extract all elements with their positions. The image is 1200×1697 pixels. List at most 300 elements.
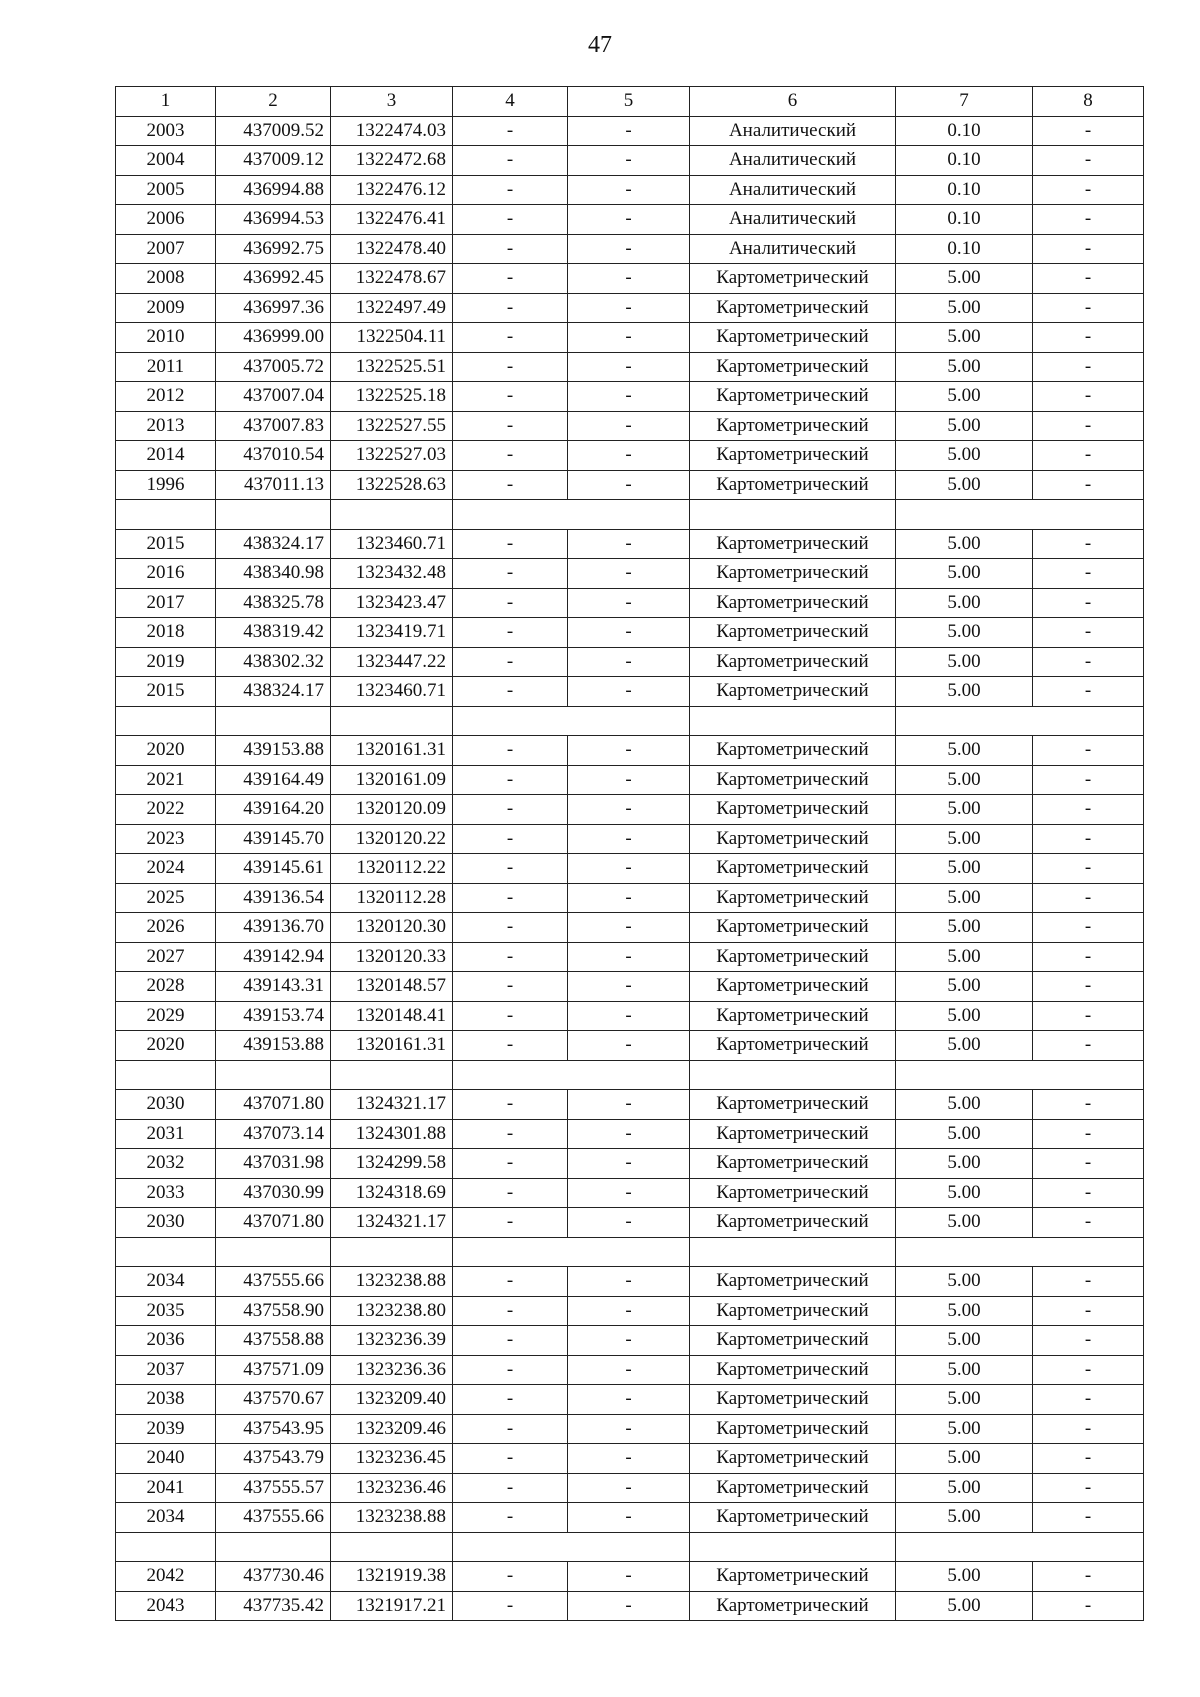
point-number-cell: 2011 <box>116 352 216 382</box>
method-cell: Картометрический <box>690 618 896 648</box>
col8-cell: - <box>1033 1414 1144 1444</box>
x-coordinate-cell: 437570.67 <box>216 1385 331 1415</box>
point-number-cell: 2036 <box>116 1326 216 1356</box>
col5-cell: - <box>568 1503 690 1533</box>
col5-cell: - <box>568 323 690 353</box>
col5-cell: - <box>568 1149 690 1179</box>
point-number-cell: 2015 <box>116 677 216 707</box>
x-coordinate-cell: 439153.88 <box>216 736 331 766</box>
y-coordinate-cell: 1321919.38 <box>331 1562 453 1592</box>
point-number-cell: 2037 <box>116 1355 216 1385</box>
table-row <box>116 529 1144 559</box>
col4-cell: - <box>453 559 568 589</box>
col8-cell: - <box>1033 1562 1144 1592</box>
method-cell: Картометрический <box>690 765 896 795</box>
col5-cell: - <box>568 1031 690 1061</box>
col4-cell: - <box>453 146 568 176</box>
table-row <box>116 824 1144 854</box>
x-coordinate-cell: 438325.78 <box>216 588 331 618</box>
method-cell: Картометрический <box>690 293 896 323</box>
table-row <box>116 146 1144 176</box>
y-coordinate-cell: 1321917.21 <box>331 1591 453 1621</box>
x-coordinate-cell: 439153.88 <box>216 1031 331 1061</box>
col8-cell: - <box>1033 1090 1144 1120</box>
table-row <box>116 1385 1144 1415</box>
accuracy-cell: 5.00 <box>896 1031 1033 1061</box>
x-coordinate-cell: 437558.90 <box>216 1296 331 1326</box>
x-coordinate-cell: 437071.80 <box>216 1208 331 1238</box>
y-coordinate-cell: 1324318.69 <box>331 1178 453 1208</box>
col8-cell: - <box>1033 234 1144 264</box>
col8-cell: - <box>1033 824 1144 854</box>
point-number-cell: 2015 <box>116 529 216 559</box>
col4-cell: - <box>453 765 568 795</box>
col4-cell: - <box>453 1119 568 1149</box>
method-cell: Картометрический <box>690 1503 896 1533</box>
col5-cell: - <box>568 1090 690 1120</box>
x-coordinate-cell: 439164.20 <box>216 795 331 825</box>
x-coordinate-cell: 439153.74 <box>216 1001 331 1031</box>
col4-cell: - <box>453 441 568 471</box>
method-cell: Картометрический <box>690 1385 896 1415</box>
col4-cell: - <box>453 1355 568 1385</box>
accuracy-cell: 5.00 <box>896 647 1033 677</box>
col4-cell: - <box>453 1090 568 1120</box>
y-coordinate-cell: 1323236.46 <box>331 1473 453 1503</box>
y-coordinate-cell: 1320112.28 <box>331 883 453 913</box>
x-coordinate-cell: 439136.54 <box>216 883 331 913</box>
y-coordinate-cell: 1320120.09 <box>331 795 453 825</box>
method-cell: Картометрический <box>690 1562 896 1592</box>
method-cell: Картометрический <box>690 441 896 471</box>
col8-cell: - <box>1033 1149 1144 1179</box>
table-row <box>116 677 1144 707</box>
point-number-cell: 2020 <box>116 736 216 766</box>
table-row <box>116 470 1144 500</box>
accuracy-cell: 5.00 <box>896 1119 1033 1149</box>
method-cell: Картометрический <box>690 913 896 943</box>
col4-cell: - <box>453 1414 568 1444</box>
col5-cell: - <box>568 1178 690 1208</box>
table-row <box>116 1444 1144 1474</box>
point-number-cell: 2016 <box>116 559 216 589</box>
table-row <box>116 323 1144 353</box>
accuracy-cell: 5.00 <box>896 1591 1033 1621</box>
col4-cell: - <box>453 677 568 707</box>
empty-cell <box>453 1060 690 1090</box>
empty-cell <box>331 706 453 736</box>
x-coordinate-cell: 436997.36 <box>216 293 331 323</box>
method-cell: Картометрический <box>690 470 896 500</box>
col8-cell: - <box>1033 765 1144 795</box>
separator-row <box>116 1237 1144 1267</box>
col4-cell: - <box>453 1385 568 1415</box>
y-coordinate-cell: 1323238.80 <box>331 1296 453 1326</box>
table-row <box>116 1001 1144 1031</box>
point-number-cell: 2008 <box>116 264 216 294</box>
method-cell: Картометрический <box>690 942 896 972</box>
empty-cell <box>690 1060 896 1090</box>
table-row <box>116 942 1144 972</box>
table-row <box>116 264 1144 294</box>
y-coordinate-cell: 1322527.55 <box>331 411 453 441</box>
col8-cell: - <box>1033 972 1144 1002</box>
table-row <box>116 618 1144 648</box>
col4-cell: - <box>453 1267 568 1297</box>
point-number-cell: 2033 <box>116 1178 216 1208</box>
method-cell: Аналитический <box>690 205 896 235</box>
point-number-cell: 2029 <box>116 1001 216 1031</box>
table-row <box>116 352 1144 382</box>
accuracy-cell: 0.10 <box>896 175 1033 205</box>
y-coordinate-cell: 1323209.40 <box>331 1385 453 1415</box>
accuracy-cell: 5.00 <box>896 942 1033 972</box>
method-cell: Картометрический <box>690 1414 896 1444</box>
table-row <box>116 1267 1144 1297</box>
empty-cell <box>453 706 690 736</box>
col8-cell: - <box>1033 411 1144 441</box>
point-number-cell: 2012 <box>116 382 216 412</box>
x-coordinate-cell: 438340.98 <box>216 559 331 589</box>
col8-cell: - <box>1033 1208 1144 1238</box>
x-coordinate-cell: 437543.95 <box>216 1414 331 1444</box>
accuracy-cell: 5.00 <box>896 824 1033 854</box>
point-number-cell: 2034 <box>116 1267 216 1297</box>
y-coordinate-cell: 1322478.40 <box>331 234 453 264</box>
empty-cell <box>331 1532 453 1562</box>
col8-cell: - <box>1033 1001 1144 1031</box>
method-cell: Картометрический <box>690 795 896 825</box>
col8-cell: - <box>1033 116 1144 146</box>
y-coordinate-cell: 1323460.71 <box>331 677 453 707</box>
point-number-cell: 2031 <box>116 1119 216 1149</box>
point-number-cell: 1996 <box>116 470 216 500</box>
x-coordinate-cell: 437005.72 <box>216 352 331 382</box>
col4-cell: - <box>453 175 568 205</box>
point-number-cell: 2024 <box>116 854 216 884</box>
col8-cell: - <box>1033 1296 1144 1326</box>
table-row <box>116 175 1144 205</box>
point-number-cell: 2030 <box>116 1090 216 1120</box>
col5-cell: - <box>568 588 690 618</box>
col8-cell: - <box>1033 647 1144 677</box>
table-row <box>116 1296 1144 1326</box>
point-number-cell: 2004 <box>116 146 216 176</box>
col5-cell: - <box>568 1562 690 1592</box>
method-cell: Аналитический <box>690 116 896 146</box>
accuracy-cell: 5.00 <box>896 352 1033 382</box>
y-coordinate-cell: 1323460.71 <box>331 529 453 559</box>
point-number-cell: 2027 <box>116 942 216 972</box>
y-coordinate-cell: 1320161.31 <box>331 736 453 766</box>
point-number-cell: 2034 <box>116 1503 216 1533</box>
point-number-cell: 2021 <box>116 765 216 795</box>
method-cell: Картометрический <box>690 529 896 559</box>
y-coordinate-cell: 1322474.03 <box>331 116 453 146</box>
table-header-row <box>116 87 1144 117</box>
y-coordinate-cell: 1320120.22 <box>331 824 453 854</box>
y-coordinate-cell: 1320120.30 <box>331 913 453 943</box>
x-coordinate-cell: 438302.32 <box>216 647 331 677</box>
accuracy-cell: 5.00 <box>896 1267 1033 1297</box>
accuracy-cell: 0.10 <box>896 205 1033 235</box>
y-coordinate-cell: 1322478.67 <box>331 264 453 294</box>
x-coordinate-cell: 437735.42 <box>216 1591 331 1621</box>
column-header: 4 <box>453 87 568 117</box>
col4-cell: - <box>453 824 568 854</box>
empty-cell <box>453 1237 690 1267</box>
method-cell: Аналитический <box>690 146 896 176</box>
separator-row <box>116 1532 1144 1562</box>
col4-cell: - <box>453 913 568 943</box>
point-number-cell: 2020 <box>116 1031 216 1061</box>
y-coordinate-cell: 1323209.46 <box>331 1414 453 1444</box>
x-coordinate-cell: 437007.04 <box>216 382 331 412</box>
table-row <box>116 883 1144 913</box>
x-coordinate-cell: 437555.66 <box>216 1267 331 1297</box>
method-cell: Картометрический <box>690 559 896 589</box>
col4-cell: - <box>453 1326 568 1356</box>
empty-cell <box>216 1532 331 1562</box>
point-number-cell: 2043 <box>116 1591 216 1621</box>
accuracy-cell: 5.00 <box>896 1326 1033 1356</box>
col4-cell: - <box>453 883 568 913</box>
col5-cell: - <box>568 205 690 235</box>
empty-cell <box>331 1237 453 1267</box>
col4-cell: - <box>453 411 568 441</box>
y-coordinate-cell: 1322497.49 <box>331 293 453 323</box>
table-row <box>116 1149 1144 1179</box>
point-number-cell: 2030 <box>116 1208 216 1238</box>
y-coordinate-cell: 1323419.71 <box>331 618 453 648</box>
col4-cell: - <box>453 1473 568 1503</box>
x-coordinate-cell: 439143.31 <box>216 972 331 1002</box>
method-cell: Картометрический <box>690 1355 896 1385</box>
col5-cell: - <box>568 1208 690 1238</box>
col8-cell: - <box>1033 795 1144 825</box>
col4-cell: - <box>453 293 568 323</box>
y-coordinate-cell: 1322476.41 <box>331 205 453 235</box>
column-header: 1 <box>116 87 216 117</box>
x-coordinate-cell: 437009.52 <box>216 116 331 146</box>
method-cell: Картометрический <box>690 854 896 884</box>
accuracy-cell: 5.00 <box>896 1385 1033 1415</box>
method-cell: Картометрический <box>690 1591 896 1621</box>
accuracy-cell: 5.00 <box>896 1149 1033 1179</box>
table-row <box>116 588 1144 618</box>
col8-cell: - <box>1033 264 1144 294</box>
accuracy-cell: 5.00 <box>896 588 1033 618</box>
col8-cell: - <box>1033 913 1144 943</box>
column-header: 8 <box>1033 87 1144 117</box>
table-row <box>116 116 1144 146</box>
col5-cell: - <box>568 854 690 884</box>
x-coordinate-cell: 436999.00 <box>216 323 331 353</box>
point-number-cell: 2005 <box>116 175 216 205</box>
accuracy-cell: 5.00 <box>896 1473 1033 1503</box>
point-number-cell: 2023 <box>116 824 216 854</box>
col8-cell: - <box>1033 883 1144 913</box>
y-coordinate-cell: 1320148.41 <box>331 1001 453 1031</box>
col4-cell: - <box>453 1591 568 1621</box>
y-coordinate-cell: 1322525.18 <box>331 382 453 412</box>
col5-cell: - <box>568 234 690 264</box>
method-cell: Картометрический <box>690 736 896 766</box>
accuracy-cell: 5.00 <box>896 1503 1033 1533</box>
point-number-cell: 2028 <box>116 972 216 1002</box>
table-row <box>116 913 1144 943</box>
empty-cell <box>116 706 216 736</box>
point-number-cell: 2039 <box>116 1414 216 1444</box>
col5-cell: - <box>568 677 690 707</box>
method-cell: Картометрический <box>690 1444 896 1474</box>
method-cell: Картометрический <box>690 1031 896 1061</box>
y-coordinate-cell: 1323236.39 <box>331 1326 453 1356</box>
accuracy-cell: 5.00 <box>896 677 1033 707</box>
col5-cell: - <box>568 795 690 825</box>
point-number-cell: 2014 <box>116 441 216 471</box>
x-coordinate-cell: 437030.99 <box>216 1178 331 1208</box>
point-number-cell: 2019 <box>116 647 216 677</box>
col5-cell: - <box>568 736 690 766</box>
table-row <box>116 854 1144 884</box>
accuracy-cell: 5.00 <box>896 736 1033 766</box>
empty-cell <box>896 1060 1144 1090</box>
col4-cell: - <box>453 234 568 264</box>
coordinates-table <box>115 86 1144 1621</box>
col8-cell: - <box>1033 1326 1144 1356</box>
col4-cell: - <box>453 382 568 412</box>
table-row <box>116 411 1144 441</box>
x-coordinate-cell: 439145.70 <box>216 824 331 854</box>
col8-cell: - <box>1033 323 1144 353</box>
col4-cell: - <box>453 1562 568 1592</box>
table-row <box>116 1355 1144 1385</box>
col5-cell: - <box>568 441 690 471</box>
table-row <box>116 441 1144 471</box>
x-coordinate-cell: 436994.88 <box>216 175 331 205</box>
point-number-cell: 2017 <box>116 588 216 618</box>
col4-cell: - <box>453 264 568 294</box>
col8-cell: - <box>1033 736 1144 766</box>
x-coordinate-cell: 437007.83 <box>216 411 331 441</box>
col8-cell: - <box>1033 1385 1144 1415</box>
point-number-cell: 2013 <box>116 411 216 441</box>
col8-cell: - <box>1033 1355 1144 1385</box>
col4-cell: - <box>453 1149 568 1179</box>
separator-row <box>116 500 1144 530</box>
point-number-cell: 2026 <box>116 913 216 943</box>
y-coordinate-cell: 1320120.33 <box>331 942 453 972</box>
accuracy-cell: 5.00 <box>896 470 1033 500</box>
col8-cell: - <box>1033 1178 1144 1208</box>
accuracy-cell: 5.00 <box>896 1444 1033 1474</box>
accuracy-cell: 5.00 <box>896 293 1033 323</box>
x-coordinate-cell: 437571.09 <box>216 1355 331 1385</box>
table-row <box>116 736 1144 766</box>
empty-cell <box>690 1237 896 1267</box>
y-coordinate-cell: 1324301.88 <box>331 1119 453 1149</box>
col5-cell: - <box>568 116 690 146</box>
x-coordinate-cell: 437011.13 <box>216 470 331 500</box>
col5-cell: - <box>568 972 690 1002</box>
accuracy-cell: 5.00 <box>896 972 1033 1002</box>
col4-cell: - <box>453 736 568 766</box>
method-cell: Картометрический <box>690 1090 896 1120</box>
col5-cell: - <box>568 1296 690 1326</box>
x-coordinate-cell: 439145.61 <box>216 854 331 884</box>
method-cell: Картометрический <box>690 1178 896 1208</box>
empty-cell <box>216 1060 331 1090</box>
accuracy-cell: 5.00 <box>896 1414 1033 1444</box>
method-cell: Картометрический <box>690 677 896 707</box>
table-row <box>116 1178 1144 1208</box>
x-coordinate-cell: 436994.53 <box>216 205 331 235</box>
col5-cell: - <box>568 293 690 323</box>
accuracy-cell: 5.00 <box>896 795 1033 825</box>
empty-cell <box>216 500 331 530</box>
method-cell: Картометрический <box>690 1208 896 1238</box>
col5-cell: - <box>568 382 690 412</box>
accuracy-cell: 5.00 <box>896 854 1033 884</box>
y-coordinate-cell: 1320148.57 <box>331 972 453 1002</box>
x-coordinate-cell: 437555.57 <box>216 1473 331 1503</box>
accuracy-cell: 5.00 <box>896 618 1033 648</box>
col5-cell: - <box>568 1385 690 1415</box>
col8-cell: - <box>1033 382 1144 412</box>
empty-cell <box>331 500 453 530</box>
accuracy-cell: 5.00 <box>896 559 1033 589</box>
separator-row <box>116 706 1144 736</box>
x-coordinate-cell: 439164.49 <box>216 765 331 795</box>
col4-cell: - <box>453 647 568 677</box>
x-coordinate-cell: 439136.70 <box>216 913 331 943</box>
y-coordinate-cell: 1323238.88 <box>331 1503 453 1533</box>
col8-cell: - <box>1033 441 1144 471</box>
col4-cell: - <box>453 588 568 618</box>
table-row <box>116 293 1144 323</box>
method-cell: Картометрический <box>690 1267 896 1297</box>
col5-cell: - <box>568 1119 690 1149</box>
col5-cell: - <box>568 1001 690 1031</box>
method-cell: Картометрический <box>690 352 896 382</box>
col5-cell: - <box>568 1267 690 1297</box>
y-coordinate-cell: 1322527.03 <box>331 441 453 471</box>
col5-cell: - <box>568 1414 690 1444</box>
col8-cell: - <box>1033 1503 1144 1533</box>
column-header: 7 <box>896 87 1033 117</box>
empty-cell <box>116 1237 216 1267</box>
method-cell: Картометрический <box>690 411 896 441</box>
y-coordinate-cell: 1320112.22 <box>331 854 453 884</box>
method-cell: Картометрический <box>690 883 896 913</box>
col5-cell: - <box>568 647 690 677</box>
col5-cell: - <box>568 529 690 559</box>
empty-cell <box>896 500 1144 530</box>
col5-cell: - <box>568 175 690 205</box>
table-row <box>116 1326 1144 1356</box>
col4-cell: - <box>453 470 568 500</box>
point-number-cell: 2009 <box>116 293 216 323</box>
col4-cell: - <box>453 116 568 146</box>
method-cell: Аналитический <box>690 175 896 205</box>
table-row <box>116 234 1144 264</box>
x-coordinate-cell: 438324.17 <box>216 677 331 707</box>
table-row <box>116 1591 1144 1621</box>
col5-cell: - <box>568 264 690 294</box>
col8-cell: - <box>1033 942 1144 972</box>
accuracy-cell: 5.00 <box>896 264 1033 294</box>
